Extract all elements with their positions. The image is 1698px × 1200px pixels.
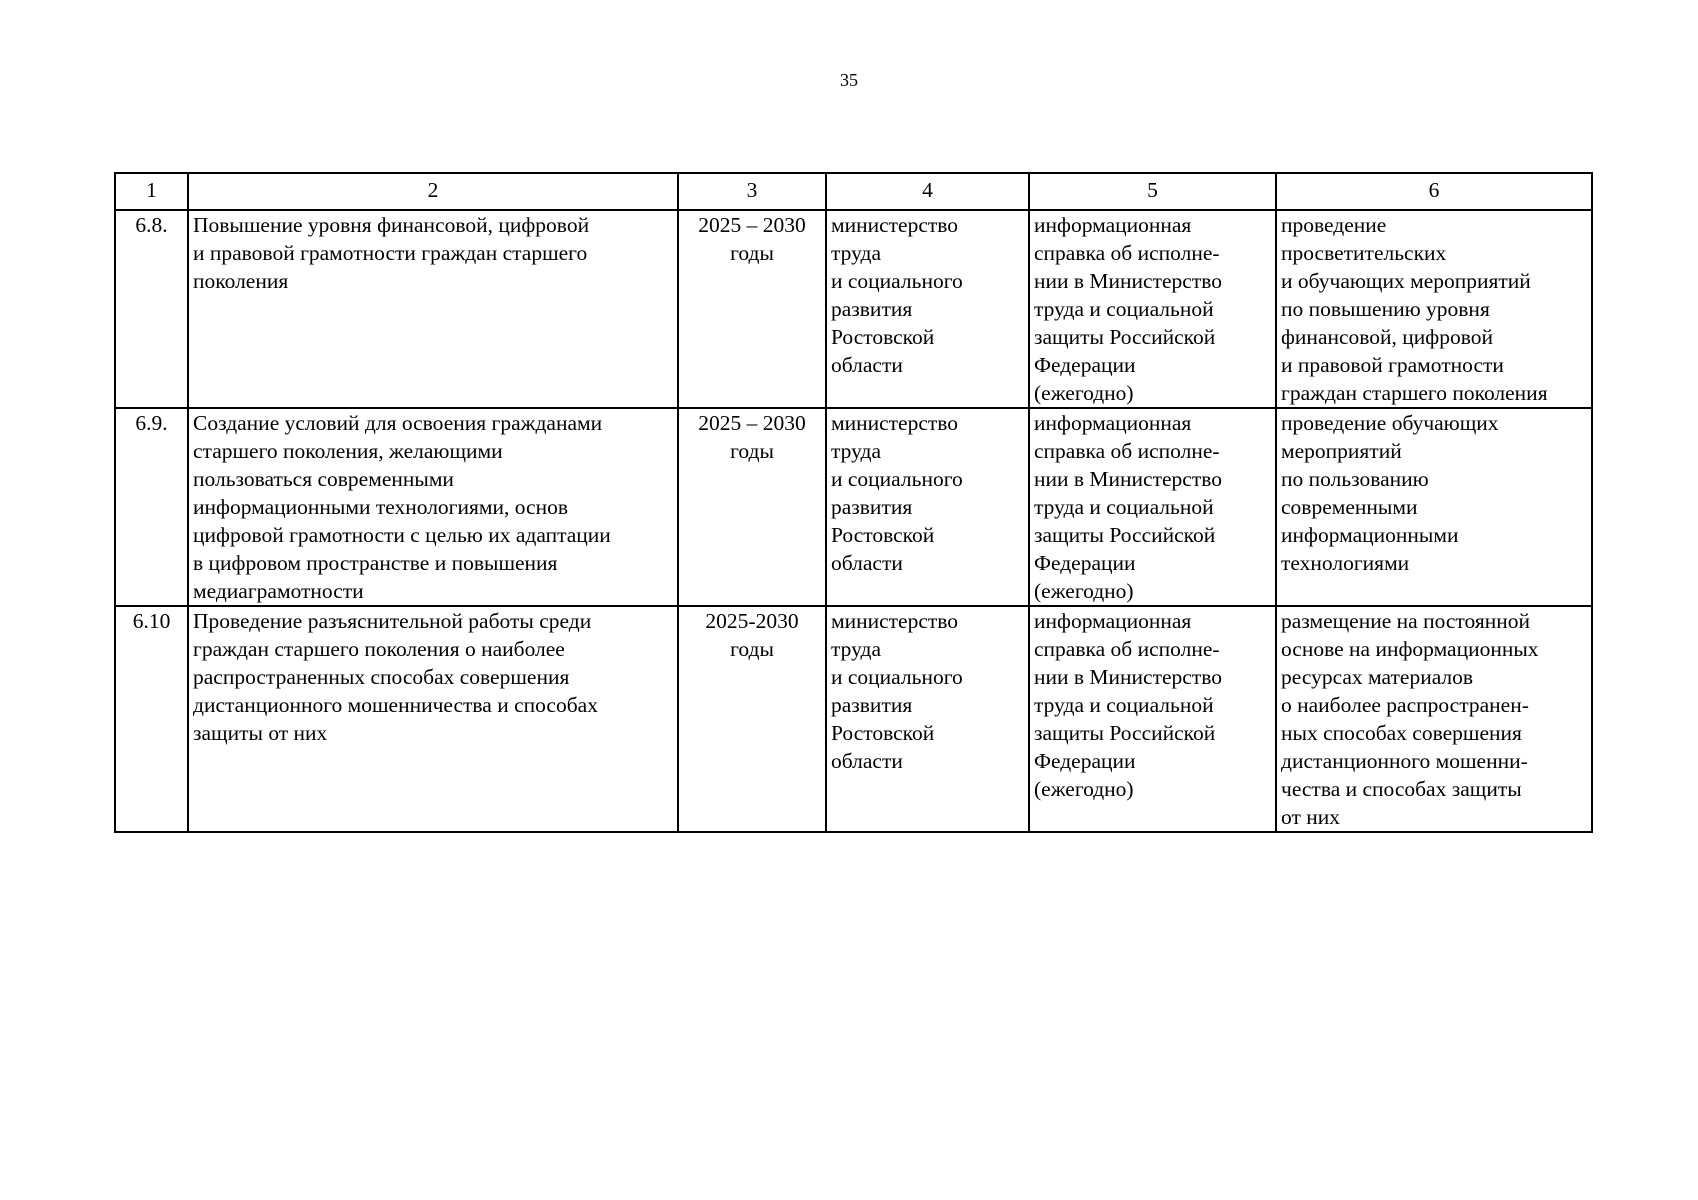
column-header: 4 <box>826 173 1029 210</box>
item-number: 6.8. <box>115 210 188 408</box>
implementation-period: 2025 – 2030 годы <box>678 408 826 606</box>
reporting-form: информационная справка об исполне- нии в Министерство труда и социальной защиты Российской Федерации (ежегодно) <box>1029 606 1276 832</box>
activity-name: Проведение разъяснительной работы среди граждан старшего поколения о наиболее распространенных способах совершения дистанционного мошенничества и способах защиты от них <box>188 606 678 832</box>
table-row <box>115 606 1592 832</box>
reporting-form: информационная справка об исполне- нии в Министерство труда и социальной защиты Российской Федерации (ежегодно) <box>1029 210 1276 408</box>
item-number: 6.9. <box>115 408 188 606</box>
table-header-row <box>115 173 1592 210</box>
activity-name: Создание условий для освоения гражданами старшего поколения, желающими пользоваться современными информационными технологиями, основ цифровой грамотности с целью их адаптации в цифровом пространстве и повышения медиаграмотности <box>188 408 678 606</box>
reporting-form: информационная справка об исполне- нии в Министерство труда и социальной защиты Российской Федерации (ежегодно) <box>1029 408 1276 606</box>
table-row <box>115 408 1592 606</box>
table-row <box>115 210 1592 408</box>
item-number: 6.10 <box>115 606 188 832</box>
responsible-executor: министерство труда и социального развития Ростовской области <box>826 606 1029 832</box>
implementation-period: 2025 – 2030 годы <box>678 210 826 408</box>
expected-result: проведение обучающих мероприятий по пользованию современными информационными технологиями <box>1276 408 1592 606</box>
responsible-executor: министерство труда и социального развития Ростовской области <box>826 408 1029 606</box>
column-header: 6 <box>1276 173 1592 210</box>
expected-result: размещение на постоянной основе на информационных ресурсах материалов о наиболее распространен- ных способах совершения дистанционного мошенни- чества и способах защиты от них <box>1276 606 1592 832</box>
responsible-executor: министерство труда и социального развития Ростовской области <box>826 210 1029 408</box>
activity-name: Повышение уровня финансовой, цифровой и правовой грамотности граждан старшего поколения <box>188 210 678 408</box>
implementation-period: 2025-2030 годы <box>678 606 826 832</box>
column-header: 3 <box>678 173 826 210</box>
column-header: 5 <box>1029 173 1276 210</box>
activities-table <box>114 172 1593 833</box>
column-header: 2 <box>188 173 678 210</box>
column-header: 1 <box>115 173 188 210</box>
page-number: 35 <box>840 70 858 90</box>
expected-result: проведение просветительских и обучающих мероприятий по повышению уровня финансовой, цифровой и правовой грамотности граждан старшего поколения <box>1276 210 1592 408</box>
